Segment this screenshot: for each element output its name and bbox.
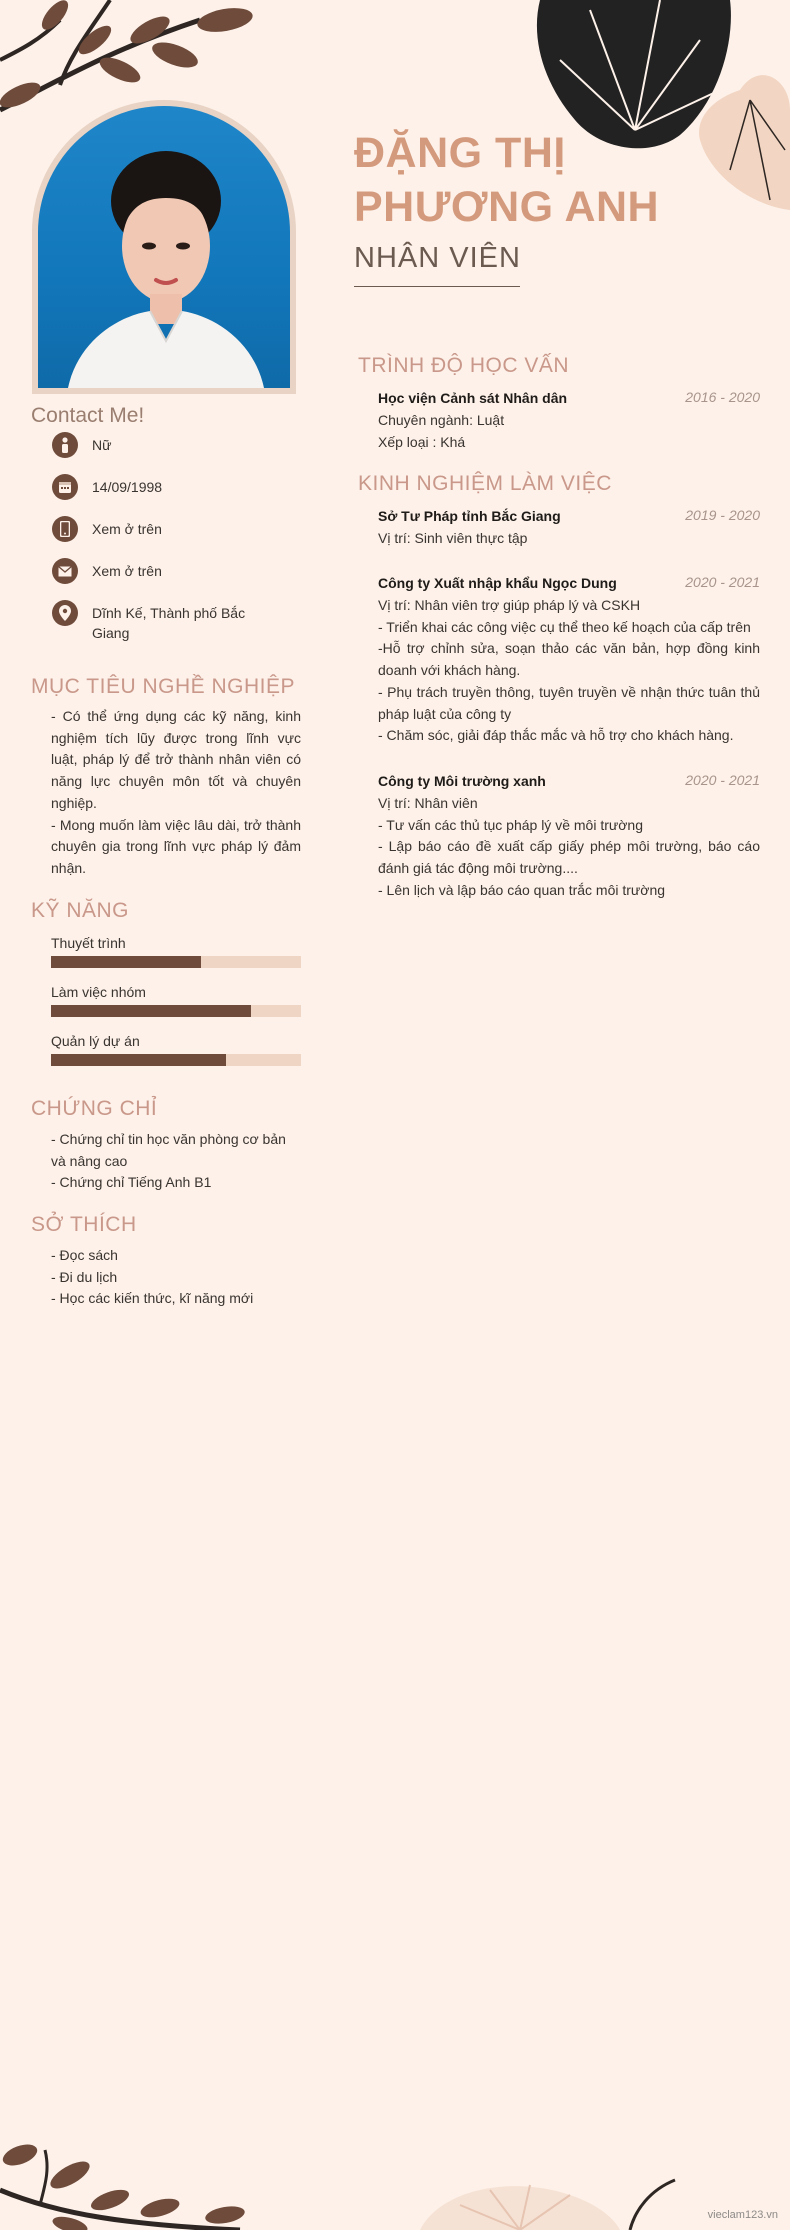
contact-birthday: [52, 474, 272, 500]
location-icon: [52, 600, 78, 626]
phone-icon: [52, 516, 78, 542]
contact-address-text: Dĩnh Kế, Thành phố Bắc Giang: [92, 605, 246, 641]
job-date: 2020 - 2021: [685, 574, 760, 590]
skill-bar-fill: [51, 1054, 226, 1066]
person-icon: [52, 432, 78, 458]
skill-label: Quản lý dự án: [51, 1033, 140, 1049]
contact-address: [52, 600, 262, 643]
job-details: Vị trí: Sinh viên thực tập: [378, 530, 528, 546]
watermark: vieclam123.vn: [707, 2209, 778, 2221]
title-divider: [354, 286, 520, 287]
contact-phone-text: Xem ở trên: [92, 521, 162, 537]
contact-phone: [52, 516, 272, 542]
skill-bar: [51, 956, 301, 968]
job-date: 2020 - 2021: [685, 772, 760, 788]
leaf-decoration-bottom-center: [400, 2160, 700, 2230]
calendar-icon: [52, 474, 78, 500]
education-school: Học viện Cảnh sát Nhân dân: [378, 390, 568, 406]
contact-heading: Contact Me!: [31, 404, 145, 427]
job-details: Vị trí: Nhân viên trợ giúp pháp lý và CSKH - Triển khai các công việc cụ thể theo kế hoạch của cấp trên -Hỗ trợ chỉnh sửa, soạn thảo các văn bản, hợp đồng kinh doanh với khách hàng. - Phụ trách truyền thông, tuyên truyền về nhận thức tuân thủ pháp luật của công ty - Chăm sóc, giải đáp thắc mắc và hỗ trợ cho khách hàng.: [378, 597, 760, 744]
experience-heading: KINH NGHIỆM LÀM VIỆC: [358, 472, 612, 495]
job-details: Vị trí: Nhân viên - Tư vấn các thủ tục pháp lý về môi trường - Lập báo cáo đề xuất cấp giấy phép môi trường, báo cáo đánh giá tác động môi trường.... - Lên lịch và lập báo cáo quan trắc môi trường: [378, 795, 760, 898]
email-icon: [52, 558, 78, 584]
profile-photo: [38, 106, 290, 388]
skills-heading: KỸ NĂNG: [31, 899, 130, 922]
name-line-2: PHƯƠNG ANH: [354, 183, 660, 231]
job-title: NHÂN VIÊN: [354, 242, 521, 274]
hobbies-text: - Đọc sách - Đi du lịch - Học các kiến thức, kĩ năng mới: [51, 1247, 254, 1307]
skill-bar-fill: [51, 956, 201, 968]
contact-gender: [52, 432, 272, 458]
education-heading: TRÌNH ĐỘ HỌC VẤN: [358, 354, 570, 377]
skill-label: Thuyết trình: [51, 935, 126, 951]
skill-bar-fill: [51, 1005, 251, 1017]
contact-gender-text: Nữ: [92, 437, 112, 453]
certificates-text: - Chứng chỉ tin học văn phòng cơ bản và nâng cao - Chứng chỉ Tiếng Anh B1: [51, 1131, 286, 1191]
contact-email: [52, 558, 272, 584]
profile-photo-drawing: [38, 106, 290, 388]
name-line-1: ĐẶNG THỊ: [354, 129, 566, 177]
hobbies-heading: SỞ THÍCH: [31, 1213, 137, 1236]
skill-bar: [51, 1054, 301, 1066]
objective-text: - Có thể ứng dụng các kỹ năng, kinh nghiệm tích lũy được trong lĩnh vực luật, pháp lý để trở thành nhân viên có năng lực chuyên môn tốt và chuyên nghiệp. - Mong muốn làm việc lâu dài, trở thành chuyên gia trong lĩnh vực pháp lý đảm nhận.: [51, 708, 301, 876]
skill-bar: [51, 1005, 301, 1017]
contact-birthday-text: 14/09/1998: [92, 479, 163, 495]
objective-heading: MỤC TIÊU NGHỀ NGHIỆP: [31, 675, 295, 698]
branch-decoration-bottom-left: [0, 2130, 300, 2230]
certificates-heading: CHỨNG CHỈ: [31, 1097, 158, 1120]
job-company: Sở Tư Pháp tỉnh Bắc Giang: [378, 508, 561, 524]
photo-frame: [32, 100, 296, 394]
job-company: Công ty Xuất nhập khẩu Ngọc Dung: [378, 575, 617, 591]
education-date: 2016 - 2020: [685, 389, 760, 405]
education-details: Chuyên ngành: Luật Xếp loại : Khá: [378, 412, 505, 450]
job-date: 2019 - 2020: [685, 507, 760, 523]
job-company: Công ty Môi trường xanh: [378, 773, 546, 789]
contact-email-text: Xem ở trên: [92, 563, 162, 579]
skill-label: Làm việc nhóm: [51, 984, 146, 1000]
full-name: [354, 126, 754, 234]
